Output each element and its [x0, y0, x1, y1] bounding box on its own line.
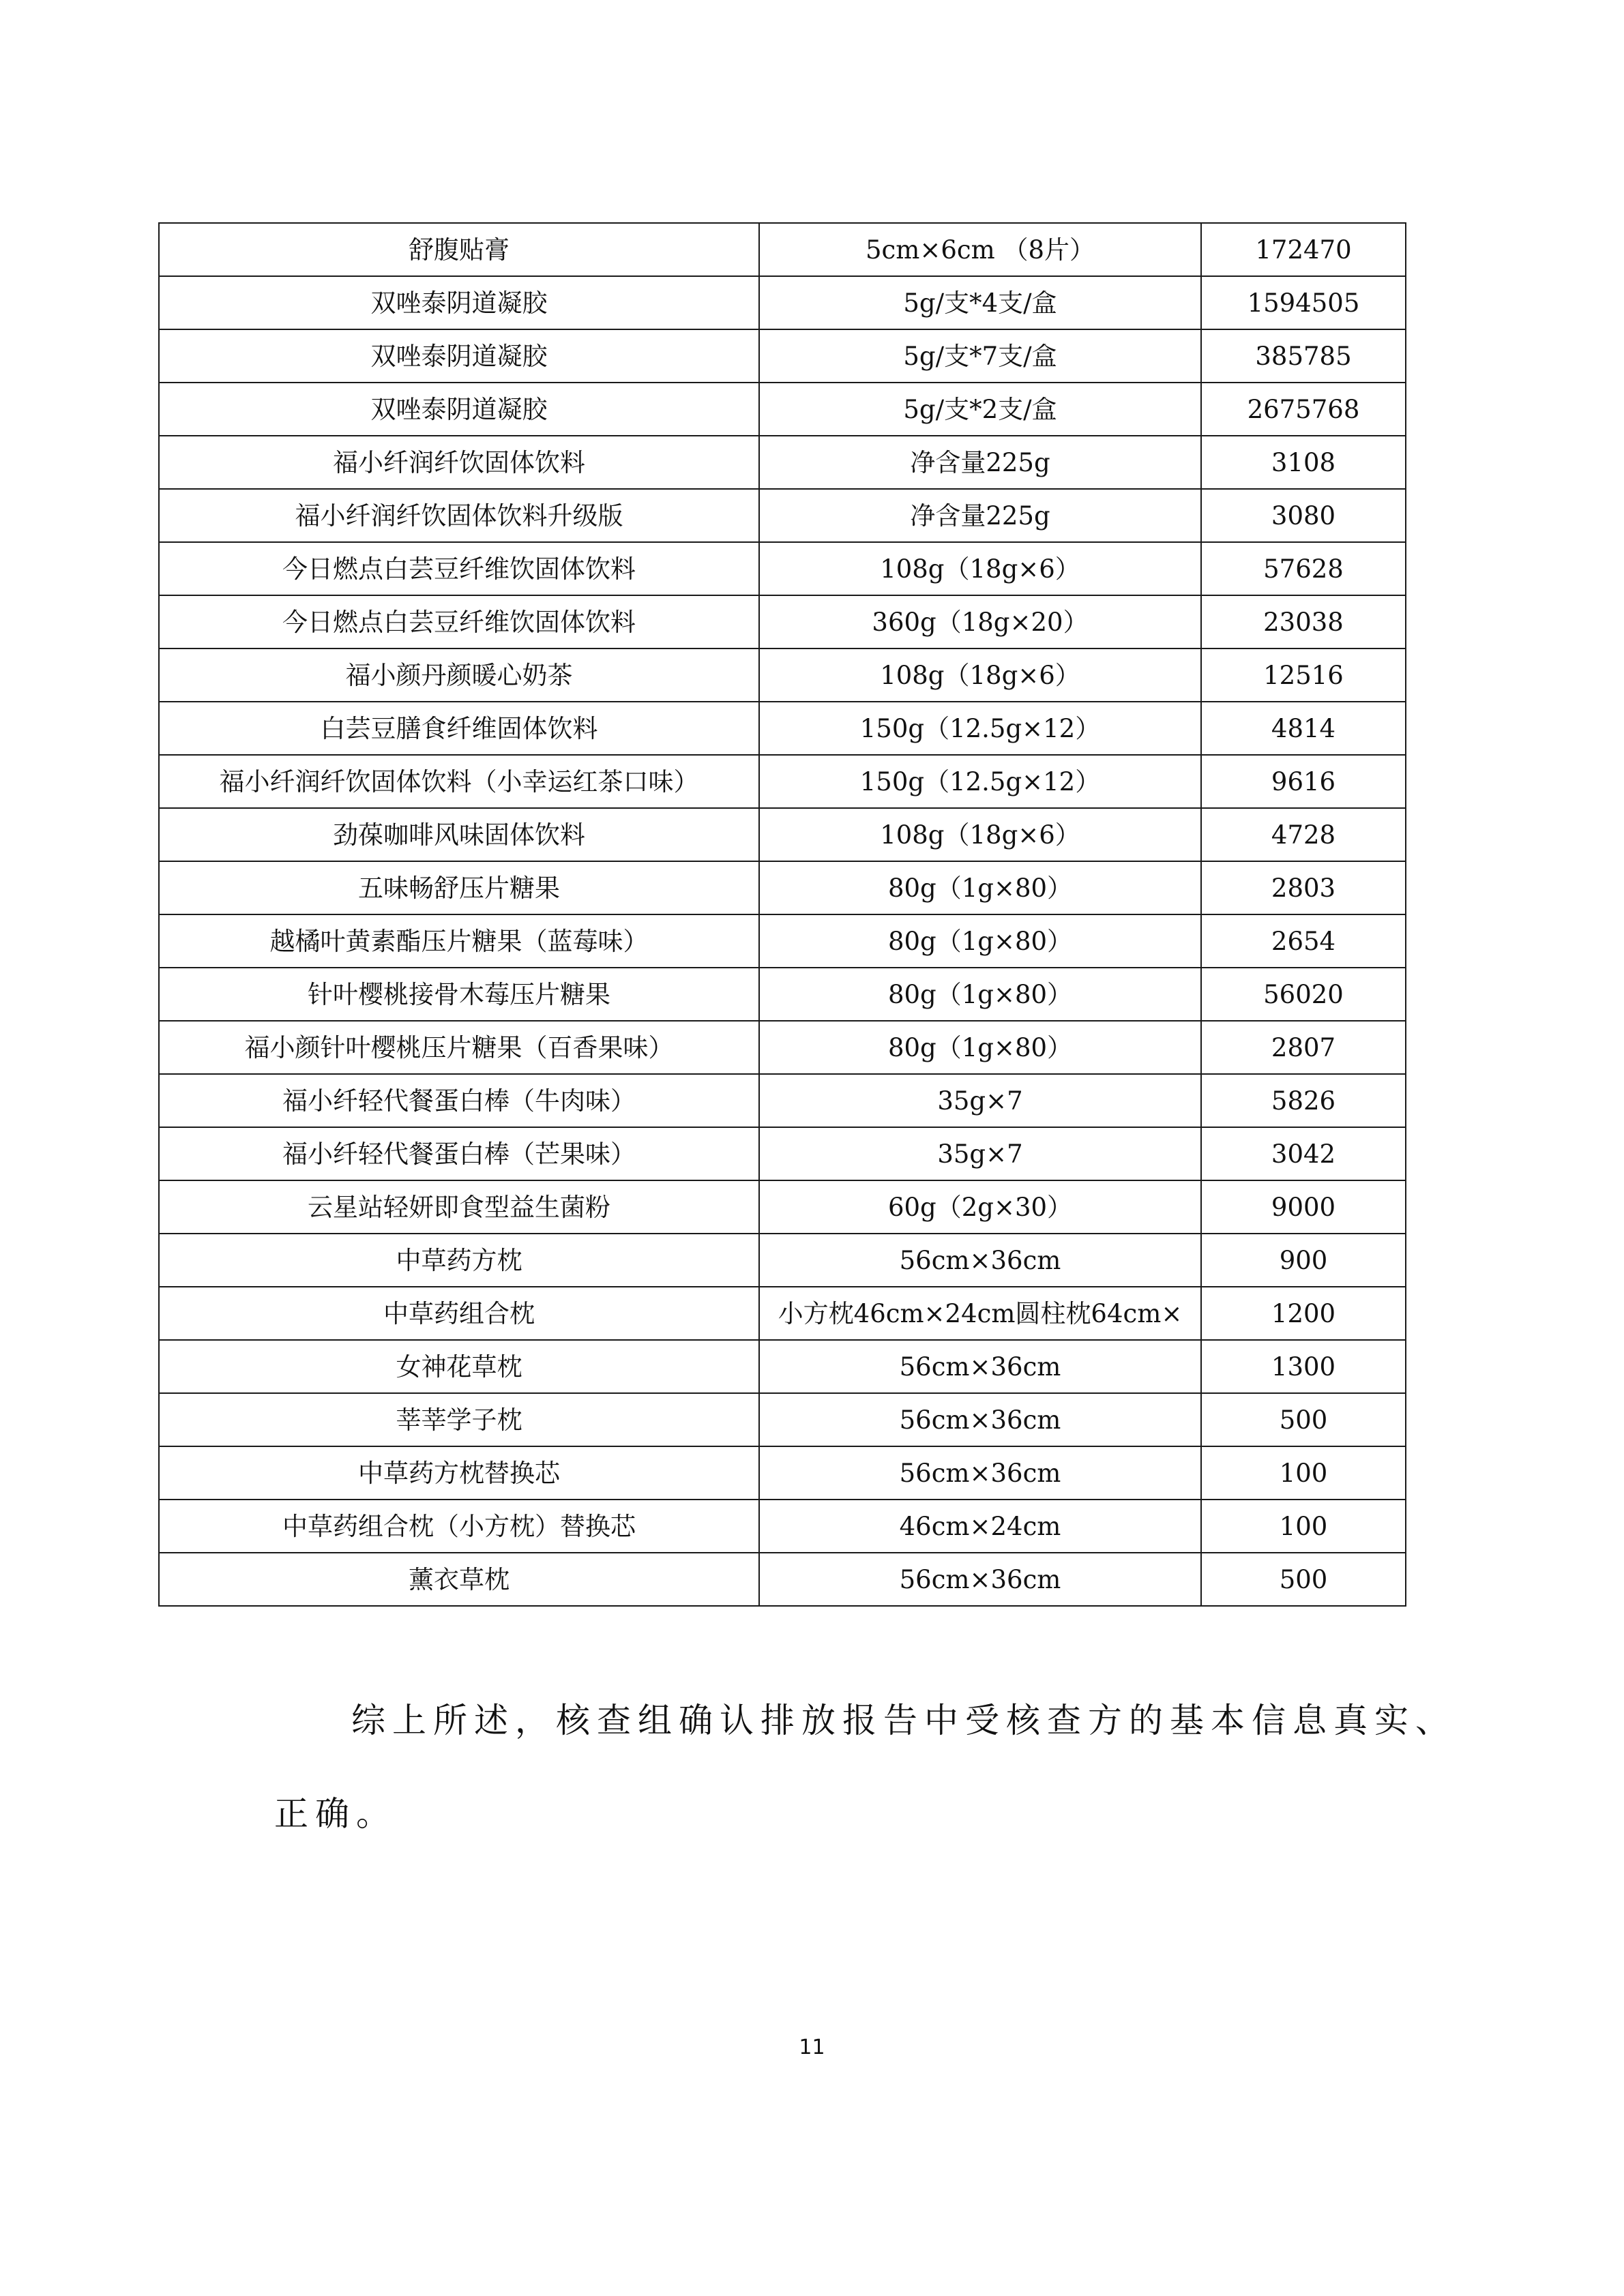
product-name-cell: 中草药组合枕（小方枕）替换芯: [159, 1500, 759, 1553]
table-row: [159, 968, 1406, 1021]
spec-cell: 150g（12.5g×12）: [759, 702, 1201, 755]
quantity-cell: 23038: [1201, 595, 1406, 648]
spec-cell: 150g（12.5g×12）: [759, 755, 1201, 808]
table-row: [159, 1021, 1406, 1074]
product-name-cell: 中草药组合枕: [159, 1287, 759, 1340]
product-name-cell: 劲葆咖啡风味固体饮料: [159, 808, 759, 861]
table-row: [159, 1500, 1406, 1553]
product-name-cell: 福小颜丹颜暖心奶茶: [159, 648, 759, 702]
table-body: [159, 223, 1406, 1606]
table-row: [159, 1287, 1406, 1340]
spec-cell: 108g（18g×6）: [759, 808, 1201, 861]
spec-cell: 46cm×24cm: [759, 1500, 1201, 1553]
product-name-cell: 福小纤润纤饮固体饮料（小幸运红茶口味）: [159, 755, 759, 808]
quantity-cell: 1200: [1201, 1287, 1406, 1340]
spec-cell: 80g（1g×80）: [759, 968, 1201, 1021]
product-name-cell: 五味畅舒压片糖果: [159, 861, 759, 914]
table-row: [159, 861, 1406, 914]
product-name-cell: 莘莘学子枕: [159, 1393, 759, 1446]
quantity-cell: 3080: [1201, 489, 1406, 542]
table-row: [159, 914, 1406, 968]
quantity-cell: 2654: [1201, 914, 1406, 968]
table-row: [159, 383, 1406, 436]
product-name-cell: 女神花草枕: [159, 1340, 759, 1393]
quantity-cell: 3042: [1201, 1127, 1406, 1180]
spec-cell: 5g/支*4支/盒: [759, 276, 1201, 329]
quantity-cell: 2803: [1201, 861, 1406, 914]
quantity-cell: 3108: [1201, 436, 1406, 489]
table-row: [159, 702, 1406, 755]
spec-cell: 5cm×6cm （8片）: [759, 223, 1201, 276]
table-row: [159, 755, 1406, 808]
quantity-cell: 100: [1201, 1500, 1406, 1553]
table-row: [159, 648, 1406, 702]
product-name-cell: 针叶樱桃接骨木莓压片糖果: [159, 968, 759, 1021]
table-row: [159, 808, 1406, 861]
product-name-cell: 双唑泰阴道凝胶: [159, 329, 759, 383]
quantity-cell: 500: [1201, 1553, 1406, 1606]
page-number: 11: [799, 2036, 825, 2059]
quantity-cell: 12516: [1201, 648, 1406, 702]
product-name-cell: 云星站轻妍即食型益生菌粉: [159, 1180, 759, 1234]
product-name-cell: 双唑泰阴道凝胶: [159, 276, 759, 329]
product-name-cell: 中草药方枕: [159, 1234, 759, 1287]
product-name-cell: 福小纤润纤饮固体饮料升级版: [159, 489, 759, 542]
quantity-cell: 4728: [1201, 808, 1406, 861]
product-name-cell: 福小纤轻代餐蛋白棒（芒果味）: [159, 1127, 759, 1180]
table-row: [159, 542, 1406, 595]
table-row: [159, 436, 1406, 489]
quantity-cell: 2675768: [1201, 383, 1406, 436]
summary-line-2: 正确。: [274, 1794, 397, 1834]
table-row: [159, 1393, 1406, 1446]
spec-cell: 80g（1g×80）: [759, 914, 1201, 968]
table-row: [159, 329, 1406, 383]
table-row: [159, 1446, 1406, 1500]
table-row: [159, 1340, 1406, 1393]
spec-cell: 108g（18g×6）: [759, 542, 1201, 595]
spec-cell: 56cm×36cm: [759, 1553, 1201, 1606]
product-name-cell: 舒腹贴膏: [159, 223, 759, 276]
quantity-cell: 385785: [1201, 329, 1406, 383]
quantity-cell: 4814: [1201, 702, 1406, 755]
quantity-cell: 1300: [1201, 1340, 1406, 1393]
quantity-cell: 57628: [1201, 542, 1406, 595]
spec-cell: 56cm×36cm: [759, 1393, 1201, 1446]
spec-cell: 56cm×36cm: [759, 1340, 1201, 1393]
quantity-cell: 9616: [1201, 755, 1406, 808]
table-row: [159, 489, 1406, 542]
product-name-cell: 中草药方枕替换芯: [159, 1446, 759, 1500]
quantity-cell: 172470: [1201, 223, 1406, 276]
quantity-cell: 56020: [1201, 968, 1406, 1021]
spec-cell: 35g×7: [759, 1127, 1201, 1180]
quantity-cell: 2807: [1201, 1021, 1406, 1074]
quantity-cell: 1594505: [1201, 276, 1406, 329]
quantity-cell: 5826: [1201, 1074, 1406, 1127]
quantity-cell: 9000: [1201, 1180, 1406, 1234]
product-name-cell: 越橘叶黄素酯压片糖果（蓝莓味）: [159, 914, 759, 968]
product-name-cell: 薰衣草枕: [159, 1553, 759, 1606]
product-name-cell: 福小纤轻代餐蛋白棒（牛肉味）: [159, 1074, 759, 1127]
summary-line-1: 综上所述，核查组确认排放报告中受核查方的基本信息真实、: [351, 1701, 1456, 1740]
table-row: [159, 276, 1406, 329]
product-name-cell: 今日燃点白芸豆纤维饮固体饮料: [159, 595, 759, 648]
table-row: [159, 1234, 1406, 1287]
table-row: [159, 595, 1406, 648]
table-row: [159, 1127, 1406, 1180]
spec-cell: 56cm×36cm: [759, 1446, 1201, 1500]
quantity-cell: 900: [1201, 1234, 1406, 1287]
product-name-cell: 今日燃点白芸豆纤维饮固体饮料: [159, 542, 759, 595]
spec-cell: 5g/支*7支/盒: [759, 329, 1201, 383]
spec-cell: 80g（1g×80）: [759, 1021, 1201, 1074]
spec-cell: 净含量225g: [759, 436, 1201, 489]
spec-cell: 60g（2g×30）: [759, 1180, 1201, 1234]
product-name-cell: 福小颜针叶樱桃压片糖果（百香果味）: [159, 1021, 759, 1074]
table-row: [159, 223, 1406, 276]
product-table: [158, 222, 1406, 1607]
table-row: [159, 1074, 1406, 1127]
table-row: [159, 1180, 1406, 1234]
table-row: [159, 1553, 1406, 1606]
spec-cell: 360g（18g×20）: [759, 595, 1201, 648]
quantity-cell: 500: [1201, 1393, 1406, 1446]
spec-cell: 35g×7: [759, 1074, 1201, 1127]
product-name-cell: 双唑泰阴道凝胶: [159, 383, 759, 436]
product-name-cell: 福小纤润纤饮固体饮料: [159, 436, 759, 489]
spec-cell: 净含量225g: [759, 489, 1201, 542]
spec-cell: 108g（18g×6）: [759, 648, 1201, 702]
spec-cell: 5g/支*2支/盒: [759, 383, 1201, 436]
spec-cell: 80g（1g×80）: [759, 861, 1201, 914]
spec-cell: 小方枕46cm×24cm圆柱枕64cm×: [759, 1287, 1201, 1340]
quantity-cell: 100: [1201, 1446, 1406, 1500]
product-name-cell: 白芸豆膳食纤维固体饮料: [159, 702, 759, 755]
spec-cell: 56cm×36cm: [759, 1234, 1201, 1287]
